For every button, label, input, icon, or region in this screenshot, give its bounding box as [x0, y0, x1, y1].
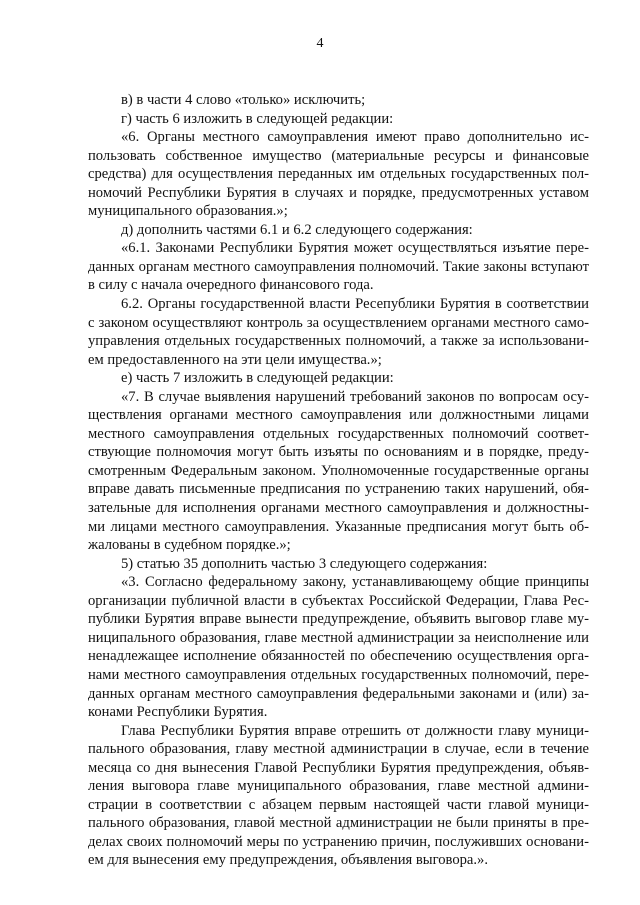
paragraph: д) дополнить частями 6.1 и 6.2 следующего содержания:: [121, 221, 473, 238]
paragraph: 5) статью 35 дополнить частью 3 следующего содержания:: [121, 555, 488, 572]
page-number: 4: [316, 36, 324, 51]
paragraph: «7. В случае выявления нарушений требований законов по вопросам осуществления органами местного самоуправления или должностными лицами местного самоуправления отдельных государственных полномочий соответствующие полномочия могут быть изъяты по основаниям и в порядке, предусмотренным Федеральным законом. Уполномоченные государственные органы вправе давать письменные предписания по устранению таких нарушений, обязательные для исполнения органами местного самоуправления и должностными лицами местного самоуправления. Указанные предписания могут быть обжалованы в судебном порядке.»;: [88, 388, 589, 554]
paragraph: е) часть 7 изложить в следующей редакции:: [121, 370, 394, 387]
paragraph: Глава Республики Бурятия вправе отрешить от должности главу муниципального образования, главу местной администрации в случае, если в течение месяца со дня вынесения Главой Республики Бурятия предупреждения, объявления выговора главе муниципального образования, главе местной администрации в соответствии с абзацем первым настоящей части главой муниципального образования, главой местной администрации не были приняты в пределах своих полномочий меры по устранению причин, послуживших основанием для вынесения ему предупреждения, объявления выговора.».: [88, 722, 589, 869]
paragraph: г) часть 6 изложить в следующей редакции:: [121, 110, 394, 127]
paragraph: «6. Органы местного самоуправления имеют право дополнительно использовать собственное имущество (материальные ресурсы и финансовые средства) для осуществления переданных им отдельных государственных полномочий Республики Бурятия в случаях и порядке, предусмотренных уставом муниципального образования.»;: [88, 129, 589, 220]
document-body: [88, 91, 589, 870]
paragraph: «6.1. Законами Республики Бурятия может осуществляться изъятие переданных органам местного самоуправления полномочий. Такие законы вступают в силу с начала очередного финансового года.: [88, 240, 589, 294]
paragraph: «3. Согласно федеральному закону, устанавливающему общие принципы организации публичной власти в субъектах Российской Федерации, Глава Республики Бурятия вправе вынести предупреждение, объявить выговор главе муниципального образования, главе местной администрации за неисполнение или ненадлежащее исполнение обязанностей по обеспечению осуществления органами местного самоуправления отдельных государственных полномочий, переданных органам местного самоуправления федеральными законами и (или) законами Республики Бурятия.: [88, 574, 589, 721]
paragraph: в) в части 4 слово «только» исключить;: [121, 92, 366, 108]
paragraph: 6.2. Органы государственной власти Ресепублики Бурятия в соответствии с законом осуществляют контроль за осуществлением органами местного самоуправления отдельных государственных полномочий, а также за использованием предоставленного на эти цели имущества.»;: [88, 296, 589, 368]
